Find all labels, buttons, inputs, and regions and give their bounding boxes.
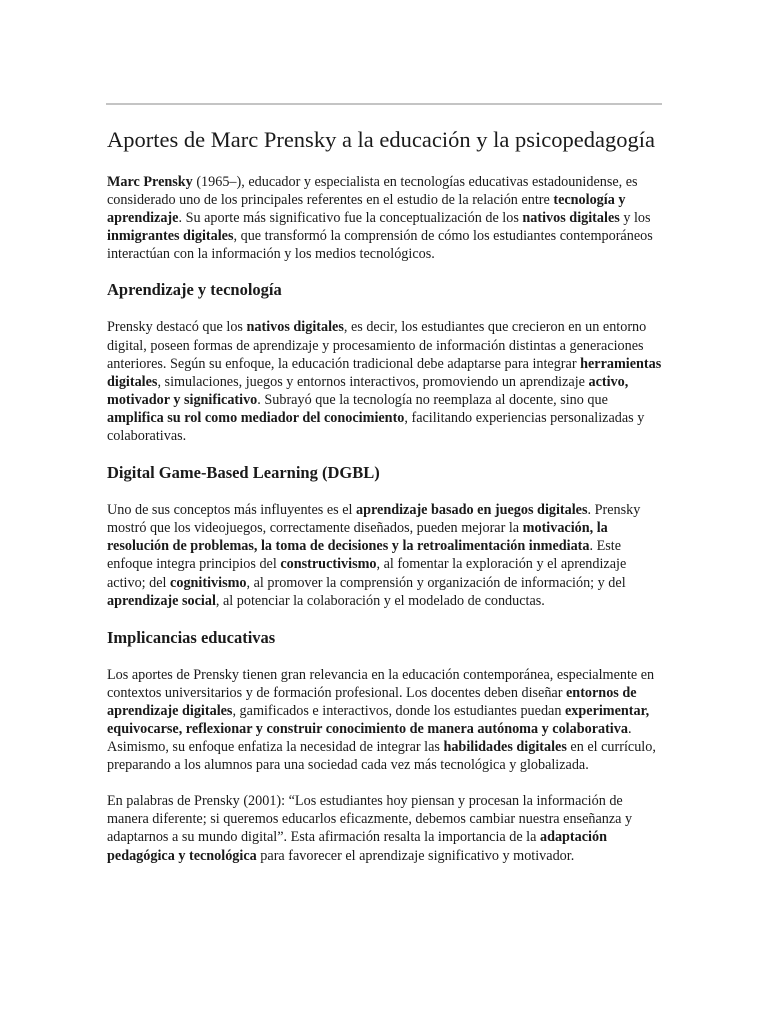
top-divider: [106, 103, 662, 105]
bold-term: Marc Prensky: [107, 174, 193, 190]
bold-term: adaptación pedagógica y tecnológica: [107, 829, 607, 864]
bold-term: activo, motivador y significativo: [107, 373, 629, 408]
bold-term: aprendizaje basado en juegos digitales: [356, 502, 588, 519]
section-heading-aprendizaje: Aprendizaje y tecnología: [107, 280, 282, 300]
bold-term: entornos de aprendizaje digitales: [107, 684, 637, 719]
bold-term: aprendizaje social: [107, 592, 216, 609]
document-body: [107, 126, 663, 865]
bold-term: inmigrantes digitales: [107, 228, 234, 245]
section-paragraph-implicancias: Los aportes de Prensky tienen gran relevancia en la educación contemporánea, especialmente en contextos universitarios y de formación profesional. Los docentes deben diseñar entornos de aprendizaje digitales, gamificados e interactivos, donde los estudiantes puedan experimentar, equivocarse, reflexionar y construir conocimiento de manera autónoma y colaborativa. Asimismo, su enfoque enfatiza la necesidad de integrar las habilidades digitales en el currículo, preparando a los alumnos para una sociedad cada vez más tecnológica y globalizada.: [107, 666, 656, 774]
bold-term: cognitivismo: [170, 574, 247, 591]
document-title: Aportes de Marc Prensky a la educación y la psicopedagogía: [107, 127, 655, 152]
intro-paragraph: Marc Prensky (1965–), educador y especialista en tecnologías educativas estadounidense, es considerado uno de los principales referentes en el estudio de la relación entre tecnología y aprendizaje. Su aporte más significativo fue la conceptualización de los nativos digitales y los inmigrantes digitales, que transformó la comprensión de cómo los estudiantes contemporáneos interactúan con la información y los medios tecnológicos.: [107, 174, 653, 263]
section-heading-dgbl: Digital Game-Based Learning (DGBL): [107, 463, 380, 483]
bold-term: habilidades digitales: [443, 739, 567, 756]
bold-term: amplifica su rol como mediador del conocimiento: [107, 409, 405, 426]
closing-quote-paragraph: En palabras de Prensky (2001): “Los estudiantes hoy piensan y procesan la información de manera diferente; si queremos educarlos eficazmente, debemos cambiar nuestra enseñanza y adaptarnos a su mundo digital”. Esta afirmación resalta la importancia de la adaptación pedagógica y tecnológica para favorecer el aprendizaje significativo y motivador.: [107, 793, 633, 864]
section-heading-implicancias: Implicancias educativas: [107, 627, 276, 647]
bold-term: motivación, la resolución de problemas, la toma de decisiones y la retroalimentación inmediata: [107, 520, 608, 555]
section-paragraph-aprendizaje: Prensky destacó que los nativos digitales, es decir, los estudiantes que crecieron en un entorno digital, poseen formas de aprendizaje y procesamiento de información distintas a generaciones anteriores. Según su enfoque, la educación tradicional debe adaptarse para integrar herramientas digitales, simulaciones, juegos y entornos interactivos, promoviendo un aprendizaje activo, motivador y significativo. Subrayó que la tecnología no reemplaza al docente, sino que amplifica su rol como mediador del conocimiento, facilitando experiencias personalizadas y colaborativas.: [107, 319, 662, 445]
bold-term: nativos digitales: [522, 210, 620, 227]
section-paragraph-dgbl: Uno de sus conceptos más influyentes es el aprendizaje basado en juegos digitales. Prensky mostró que los videojuegos, correctamente diseñados, pueden mejorar la motivación, la resolución de problemas, la toma de decisiones y la retroalimentación inmediata. Este enfoque integra principios del constructivismo, al fomentar la exploración y el aprendizaje activo; del cognitivismo, al promover la comprensión y organización de información; y del aprendizaje social, al potenciar la colaboración y el modelado de conductas.: [107, 502, 641, 609]
bold-term: experimentar, equivocarse, reflexionar y construir conocimiento de manera autónoma y colaborativa: [107, 702, 650, 737]
bold-term: constructivismo: [280, 556, 377, 573]
bold-term: herramientas digitales: [107, 355, 662, 390]
bold-term: nativos digitales: [246, 319, 344, 336]
bold-term: tecnología y aprendizaje: [107, 192, 626, 227]
